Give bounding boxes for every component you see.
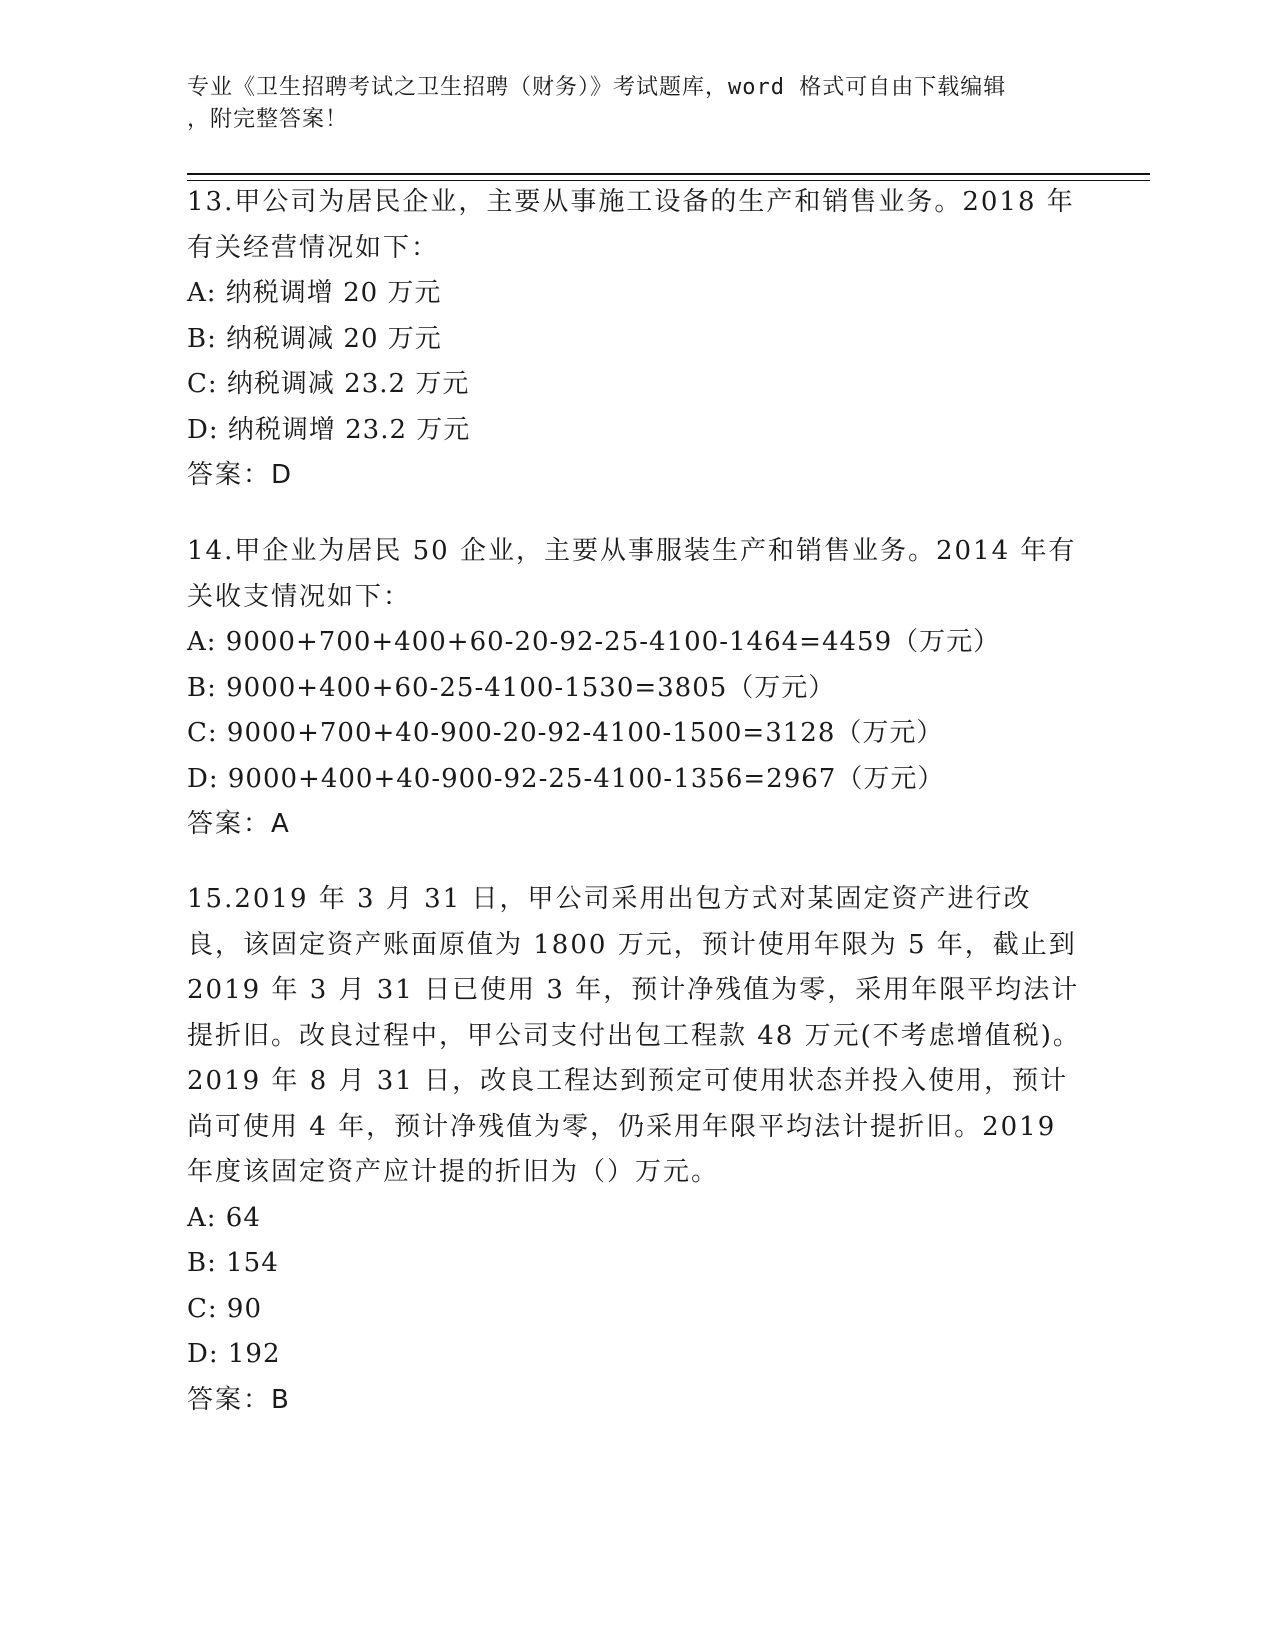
answer-value: B — [271, 1384, 289, 1415]
option-c: C: 90 — [187, 1293, 263, 1324]
option-a: A: 64 — [187, 1202, 261, 1233]
option-a: A: 纳税调增 20 万元 — [187, 278, 442, 308]
answer-label: 答案： — [187, 1384, 272, 1415]
answer-label: 答案： — [187, 460, 272, 490]
option-b: B: 154 — [187, 1248, 279, 1278]
option-c: C: 9000+700+40-900-20-92-4100-1500=3128（万元） — [187, 718, 944, 748]
question-13 — [187, 180, 1087, 499]
option-d: D: 9000+400+40-900-92-25-4100-1356=2967（万元） — [187, 763, 945, 794]
option-c: C: 纳税调减 23.2 万元 — [187, 369, 470, 399]
question-stem: 15.2019 年 3 月 31 日，甲公司采用出包方式对某固定资产进行改良，该固定资产账面原值为 1800 万元，预计使用年限为 5 年，截止到 2019 年 3 月 31 日已使用 3 年，预计净残值为零，采用年限平均法计提折旧。改良过程中，甲公司支付出包工程款 48 万元(不考虑增值税)。2019 年 8 月 31 日，改良工程达到预定可使用状态并投入使用，预计尚可使用 4 年，预计净残值为零，仍采用年限平均法计提折旧。2019 年度该固定资产应计提的折旧为（）万元。 — [187, 884, 1081, 1187]
answer-line — [187, 802, 1087, 848]
question-15 — [187, 877, 1087, 1423]
option-d: D: 192 — [187, 1339, 281, 1369]
header-divider-thick — [187, 173, 1150, 175]
document-header: 专业《卫生招聘考试之卫生招聘（财务）》考试题库，word 格式可自由下载编辑 ，附完整答案！ — [187, 75, 1007, 132]
answer-value: A — [271, 809, 289, 839]
question-stem: 13.甲公司为居民企业，主要从事施工设备的生产和销售业务。2018 年有关经营情况如下： — [187, 187, 1075, 263]
answer-line — [187, 1378, 1087, 1424]
option-a: A: 9000+700+400+60-20-92-25-4100-1464=4459（万元） — [187, 627, 1001, 657]
question-14 — [187, 529, 1087, 848]
option-b: B: 9000+400+60-25-4100-1530=3805（万元） — [187, 672, 836, 703]
question-stem: 14.甲企业为居民 50 企业，主要从事服装生产和销售业务。2014 年有关收支情况如下： — [187, 536, 1077, 612]
answer-line — [187, 453, 1087, 499]
answer-value: D — [271, 460, 292, 490]
option-b: B: 纳税调减 20 万元 — [187, 323, 442, 354]
option-d: D: 纳税调增 23.2 万元 — [187, 414, 471, 445]
answer-label: 答案： — [187, 809, 272, 839]
